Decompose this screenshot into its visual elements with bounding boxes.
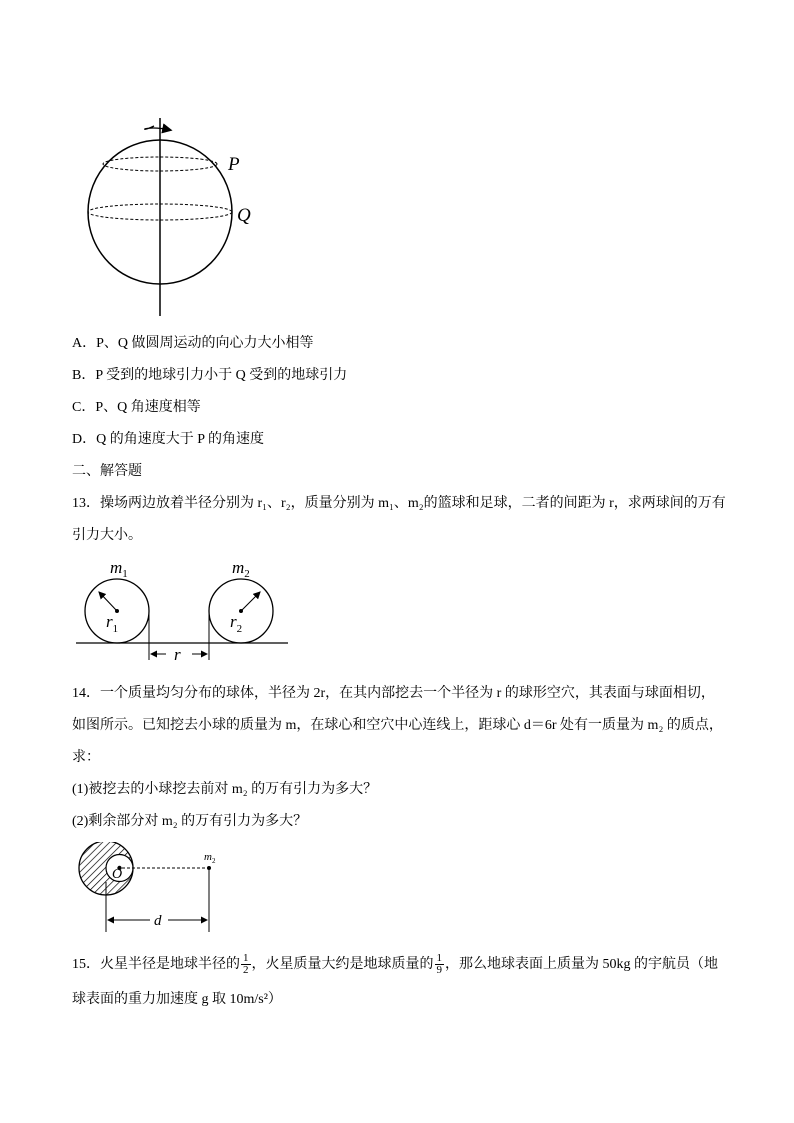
fraction-one-ninth: $\frac{1}{9}$ [436,952,442,977]
mass-2-label: $m_2$ [232,558,250,580]
q14-line2: 如图所示。已知挖去小球的质量为 m，在球心和空穴中心连线上，距球心 d＝6r 处有一质量为 m₂ 的质点， [72,718,723,733]
option-c-text: P、Q 角速度相等 [95,400,201,415]
q13-line1: 13．操场两边放着半径分别为 r₁、r₂，质量分别为 m₁、m₂的篮球和足球，二者的间距为 r，求两球间的万有 [72,496,726,511]
q14-line1: 14．一个质量均匀分布的球体，半径为 2r，在其内部挖去一个半径为 r 的球形空穴，其表面与球面相切， [72,686,715,701]
mass-1-label: $m_1$ [110,558,128,580]
q15-part1: 15．火星半径是地球半径的 [72,957,240,972]
fraction-one-half: $\frac{1}{2}$ [243,952,249,977]
q15-line1 [72,952,718,978]
option-b-text: P 受到的地球引力小于 Q 受到的地球引力 [95,368,348,383]
particle-m2 [207,866,211,870]
earth-rotation-figure [80,112,270,322]
radius-2-label: $r_2$ [230,612,243,635]
q15-line2: 球表面的重力加速度 g 取 10m/s²） [72,992,282,1007]
q14-sub2: (2)剩余部分对 m₂ 的万有引力为多大？ [72,814,308,829]
q15-part2: ，火星质量大约是地球质量的 [251,957,434,972]
q15-part3: ，那么地球表面上质量为 50kg 的宇航员（地 [445,957,718,972]
option-c [72,398,201,418]
rotation-arrow-icon [145,126,170,130]
label-q: Q [237,205,251,226]
option-b-letter: B． [72,368,96,383]
option-a [72,334,314,354]
option-c-letter: C． [72,400,96,415]
d-label: d [154,913,162,929]
option-d-letter: D． [72,432,97,447]
option-d [72,430,264,450]
option-a-letter: A． [72,336,97,351]
distance-label: r [174,645,181,664]
two-balls-figure [74,556,294,666]
q14-sub1: (1)被挖去的小球挖去前对 m₂ 的万有引力为多大？ [72,782,378,797]
q14-line3: 求： [72,750,100,765]
option-d-text: Q 的角速度大于 P 的角速度 [96,432,265,447]
label-p: P [228,154,240,175]
option-b [72,366,347,386]
section-heading: 二、解答题 [72,464,142,479]
ball-1-radius-arrow [99,592,117,611]
particle-label: $m_2$ [204,851,216,865]
radius-1-label: $r_1$ [106,612,119,635]
center-label: O [112,867,123,882]
ball-2-radius-arrow [241,592,260,611]
option-a-text: P、Q 做圆周运动的向心力大小相等 [96,336,314,351]
cavity-sphere-figure [74,842,234,934]
q13-line2: 引力大小。 [72,528,142,543]
